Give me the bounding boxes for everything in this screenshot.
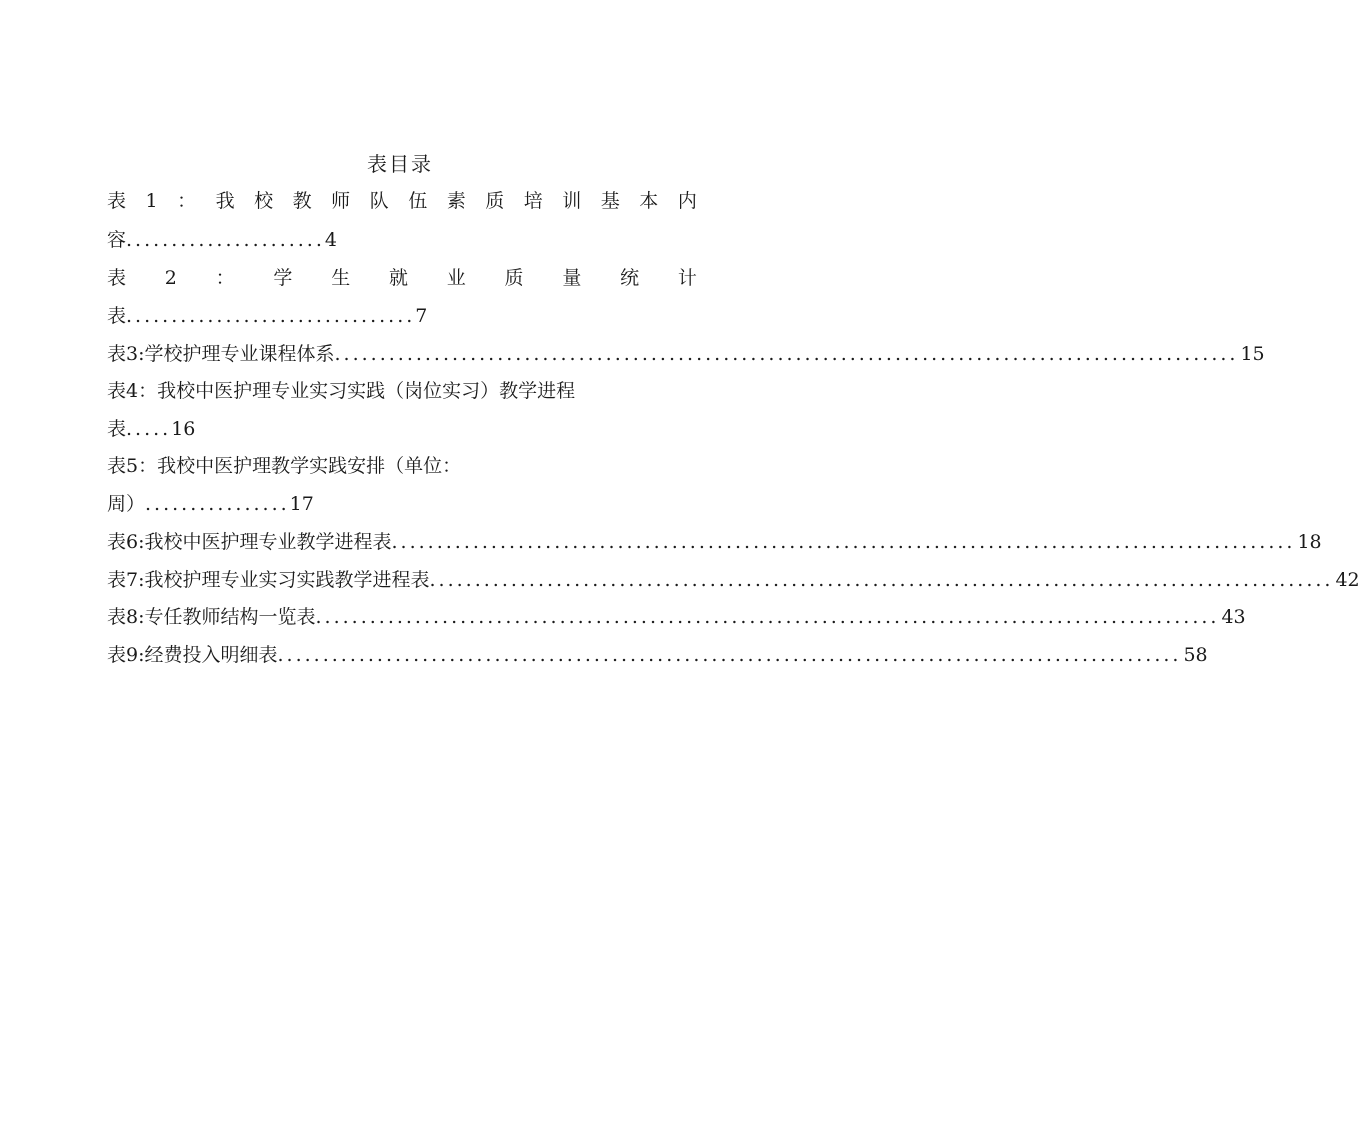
toc-page-number: 58 (1183, 644, 1208, 666)
toc-entry-char: 教 (292, 190, 312, 212)
toc-page-number: 4 (324, 229, 337, 251)
toc-entry-2-line-1[interactable] (107, 264, 697, 292)
toc-entry-char: 我 (215, 190, 235, 212)
toc-entry-7[interactable] (107, 566, 1360, 594)
toc-entry-4-line-2[interactable] (107, 415, 697, 443)
toc-leader-dots: .................................................................................................... (429, 569, 1334, 591)
toc-leader-dots: .................................................................................................... (315, 606, 1220, 628)
toc-entry-3[interactable] (107, 340, 1265, 368)
toc-entry-label: 表8:专任教师结构一览表 (107, 606, 316, 628)
toc-page-number: 17 (289, 493, 314, 515)
toc-entry-label: 周） (107, 493, 146, 515)
toc-entry-char: 师 (331, 190, 351, 212)
page-title: 表目录 (367, 152, 433, 176)
toc-entry-label: 表 (107, 418, 127, 440)
toc-entry-char: 本 (639, 190, 659, 212)
toc-entry-1-line-1[interactable] (107, 187, 697, 215)
toc-entry-char: 伍 (408, 190, 428, 212)
toc-entry-2-line-2[interactable] (107, 302, 697, 330)
toc-entry-5-line-2[interactable] (107, 490, 697, 518)
toc-entry-6[interactable] (107, 528, 1322, 556)
toc-page-number: 42 (1335, 569, 1360, 591)
toc-entry-char: 计 (677, 267, 697, 289)
toc-leader-dots: ................ (145, 493, 290, 515)
toc-entry-char: 学 (273, 267, 293, 289)
toc-leader-dots: ..... (126, 418, 172, 440)
toc-entry-char: 统 (620, 267, 640, 289)
toc-entry-char: 基 (600, 190, 620, 212)
toc-page-number: 18 (1297, 531, 1322, 553)
toc-leader-dots: .................................................................................................... (391, 531, 1296, 553)
toc-entry-char: 量 (562, 267, 582, 289)
toc-entry-label: 表9:经费投入明细表 (107, 644, 278, 666)
toc-entry-label: 容 (107, 229, 127, 251)
toc-entry-char: 训 (562, 190, 582, 212)
toc-entry-char: 培 (523, 190, 543, 212)
toc-entry-8[interactable] (107, 603, 1246, 631)
toc-entry-char: 内 (677, 190, 697, 212)
toc-entry-label: 表7:我校护理专业实习实践教学进程表 (107, 569, 430, 591)
toc-leader-dots: .................................................................................................... (277, 644, 1182, 666)
toc-page-number: 43 (1221, 606, 1246, 628)
toc-leader-dots: ...................... (126, 229, 325, 251)
toc-entry-char: 2 (164, 267, 177, 289)
toc-entry-char: 表 (107, 267, 127, 289)
toc-page-number: 15 (1240, 343, 1265, 365)
toc-entry-char: ： (215, 267, 235, 289)
toc-leader-dots: ................................ (126, 305, 416, 327)
toc-entry-label: 表6:我校中医护理专业教学进程表 (107, 531, 392, 553)
toc-leader-dots: .................................................................................................... (334, 343, 1239, 365)
toc-entry-char: ： (177, 190, 197, 212)
toc-entry-char: 素 (446, 190, 466, 212)
toc-entry-char: 校 (254, 190, 274, 212)
toc-entry-char: 1 (145, 190, 158, 212)
toc-page-number: 16 (171, 418, 196, 440)
toc-entry-char: 表 (107, 190, 127, 212)
toc-page-number: 7 (415, 305, 428, 327)
toc-entry-4-line-1[interactable]: 表4：我校中医护理专业实习实践（岗位实习）教学进程 (107, 380, 576, 402)
toc-entry-char: 质 (485, 190, 505, 212)
toc-entry-label: 表 (107, 305, 127, 327)
toc-entry-char: 队 (369, 190, 389, 212)
toc-entry-char: 质 (504, 267, 524, 289)
toc-entry-1-line-2[interactable] (107, 226, 697, 254)
toc-entry-5-line-1[interactable]: 表5：我校中医护理教学实践安排（单位： (107, 455, 462, 477)
toc-entry-char: 业 (446, 267, 466, 289)
toc-entry-label: 表3:学校护理专业课程体系 (107, 343, 335, 365)
toc-entry-9[interactable] (107, 641, 1208, 669)
toc-entry-char: 生 (331, 267, 351, 289)
toc-entry-char: 就 (388, 267, 408, 289)
